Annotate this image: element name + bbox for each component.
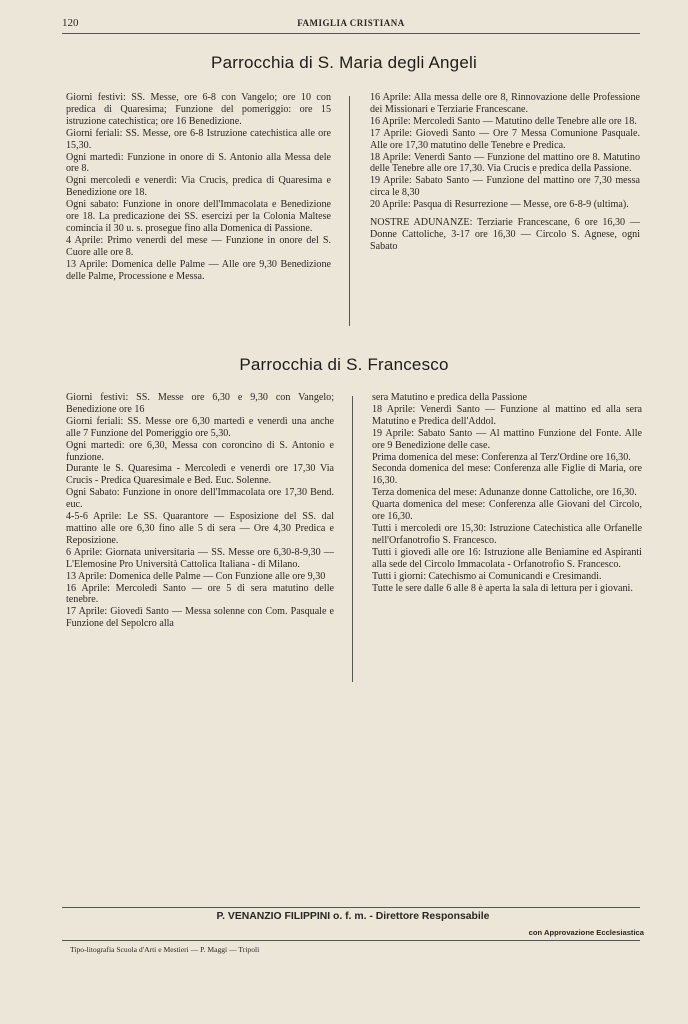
paragraph: Quarta domenica del mese: Conferenza alle Giovani del Circolo, ore 16,30.: [372, 499, 642, 523]
footer-rule: [62, 907, 640, 908]
paragraph: Giorni festivi: SS. Messe, ore 6-8 con Vangelo; ore 10 con predica di Quaresima; Funzione del pomeriggio: ore 15 istruzione catechistica; ore 16 Benedizione.: [66, 92, 331, 127]
paragraph: 20 Aprile: Pasqua di Resurrezione — Messe, ore 6-8-9 (ultima).: [370, 199, 629, 211]
paragraph: 13 Aprile: Domenica delle Palme — Con Funzione alle ore 9,30: [66, 570, 326, 582]
section-title-s-maria: Parrocchia di S. Maria degli Angeli: [211, 53, 477, 72]
paragraph: 19 Aprile: Sabato Santo — Funzione del mattino ore 7,30 messa circa le 8,30: [370, 175, 640, 199]
paragraph: Giorni feriali: SS. Messe ore 6,30 martedì e venerdì una anche alle 7 Funzione del Pomeriggio ore 5,30.: [66, 415, 334, 439]
paragraph: Giorni festivi: SS. Messe ore 6,30 e 9,30 con Vangelo; Benedizione ore 16: [66, 392, 334, 415]
paragraph: Tutti i giovedì alle ore 16: Istruzione alle Beniamine ed Aspiranti alla sede del Circolo Immacolata - Orfanotrofio S. Francesco.: [372, 546, 642, 570]
paragraph: Terza domenica del mese: Adunanze donne Cattoliche, ore 16,30.: [372, 487, 637, 499]
publication-title: FAMIGLIA CRISTIANA: [297, 18, 405, 28]
paragraph: sera Matutino e predica della Passione: [372, 392, 527, 403]
paragraph: Prima domenica del mese: Conferenza al Terz'Ordine ore 16,30.: [372, 451, 631, 463]
paragraph: Ogni martedì: ore 6,30, Messa con coroncino di S. Antonio e funzione.: [66, 439, 334, 463]
director-line: P. VENANZIO FILIPPINI o. f. m. - Direttore Responsabile: [216, 911, 490, 922]
paragraph: 16 Aprile: Alla messa delle ore 8, Rinnovazione delle Professione dei Missionari e Terziarie Francescane.: [370, 92, 640, 115]
header-rule: [62, 33, 640, 34]
footer-rule-lower: [62, 940, 640, 941]
running-header: [62, 15, 640, 31]
paragraph: 17 Aprile: Giovedì Santo — Messa solenne con Com. Pasquale e Funzione del Sepolcro alla: [66, 606, 334, 630]
section-title-s-francesco: Parrocchia di S. Francesco: [239, 355, 449, 374]
paragraph: Tutte le sere dalle 6 alle 8 è aperta la sala di lettura per i giovani.: [372, 582, 633, 594]
paragraph: 17 Aprile: Giovedì Santo — Ore 7 Messa Comunione Pasquale. Alle ore 17,30 matutino delle Tenebre e Predica.: [370, 127, 640, 151]
paragraph: Seconda domenica del mese: Conferenza alle Figlie di Maria, ore 16,30.: [372, 463, 642, 487]
paragraph: Ogni martedì: Funzione in onore di S. Antonio alla Messa dele ore 8.: [66, 151, 331, 175]
paragraph: 19 Aprile: Sabato Santo — Al mattino Funzione del Fonte. Alle ore 9 Benedizione delle case.: [372, 427, 642, 451]
paragraph: Ogni Sabato: Funzione in onore dell'Immacolata ore 17,30 Bend. euc.: [66, 487, 334, 511]
paragraph: NOSTRE ADUNANZE: Terziarie Francescane, 6 ore 16,30 — Donne Cattoliche, 3-17 ore 16,30 — Circolo S. Agnese, ogni Sabato: [370, 217, 640, 252]
paragraph: Tutti i giorni: Catechismo ai Comunicandi e Cresimandi.: [372, 570, 602, 582]
column-divider: [349, 96, 350, 326]
paragraph: Ogni mercoledì e venerdì: Via Crucis, predica di Quaresima e Benedizione ore 18.: [66, 175, 331, 199]
page-number: 120: [62, 17, 79, 29]
s-francesco-right-column: [372, 392, 642, 594]
paragraph: 16 Aprile: Mercoledì Santo — Matutino delle Tenebre alle ore 18.: [370, 115, 637, 127]
paragraph: 16 Aprile: Mercoledì Santo — ore 5 di sera matutino delle tenebre.: [66, 582, 334, 606]
approval-line: con Approvazione Ecclesiastica: [528, 928, 644, 937]
column-divider: [352, 396, 353, 682]
paragraph: 18 Aprile: Venerdì Santo — Funzione del mattino ore 8. Matutino delle Tenebre alle ore 17,30. Via Crucis e predica della Passione.: [370, 151, 640, 175]
paragraph: 6 Aprile: Giornata universitaria — SS. Messe ore 6,30-8-9,30 — L'Elemosine Pro Università Cattolica Italiana - di Milano.: [66, 546, 334, 570]
paragraph: 4-5-6 Aprile: Le SS. Quarantore — Esposizione del SS. dal mattino alle ore 6,30 fino alle 5 di sera — Ore 4,30 Predica e Reposizione.: [66, 511, 334, 546]
s-francesco-left-column: [66, 392, 334, 630]
paragraph: 13 Aprile: Domenica delle Palme — Alle ore 9,30 Benedizione delle Palme, Processione e Messa.: [66, 258, 331, 282]
s-maria-left-column: [66, 92, 331, 283]
paragraph: Durante le S. Quaresima - Mercoledì e venerdì ore 17,30 Via Crucis - Predica Quaresimale e Bed. Euc. Solenne.: [66, 463, 334, 487]
printer-line: Tipo-litografia Scuola d'Arti e Mestieri — P. Maggi — Tripoli: [70, 945, 260, 954]
paragraph: Ogni sabato: Funzione in onore dell'Immacolata e Benedizione ore 18. La predicazione dei SS. esercizi per la Colonia Maltese comincia il 30 u. s. prosegue fino alla Domenica di Passione.: [66, 199, 331, 234]
paragraph: 18 Aprile: Venerdì Santo — Funzione al mattino ed alla sera Matutino e Predica dell'Addol.: [372, 403, 642, 427]
paragraph: Giorni feriali: SS. Messe, ore 6-8 Istruzione catechistica alle ore 15,30.: [66, 127, 331, 151]
s-maria-right-column: [370, 92, 640, 253]
paragraph: 4 Aprile: Primo venerdì del mese — Funzione in onore del S. Cuore alle ore 8.: [66, 234, 331, 258]
paragraph: Tutti i mercoledì ore 15,30: Istruzione Catechistica alle Orfanelle nell'Orfanotrofio S. Francesco.: [372, 522, 642, 546]
